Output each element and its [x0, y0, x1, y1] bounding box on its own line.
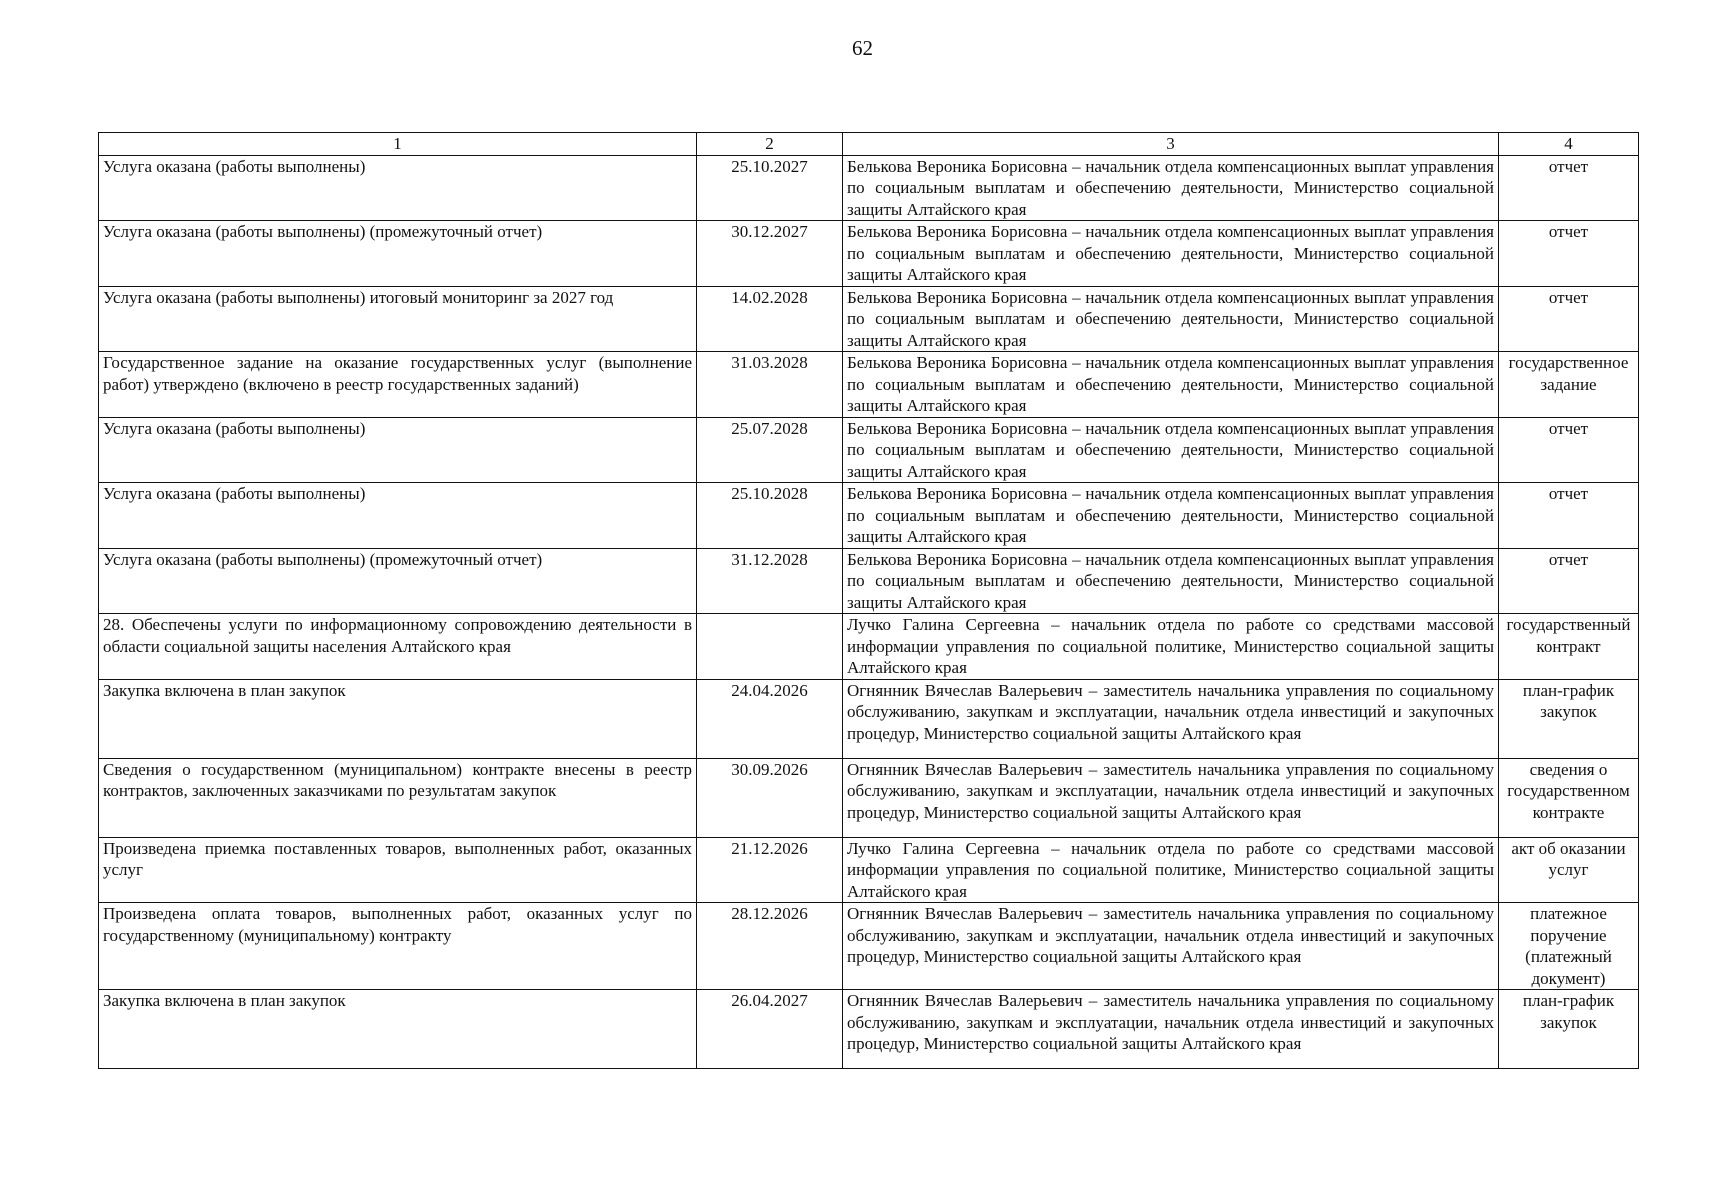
table-row: [99, 837, 1639, 903]
table-row: [99, 483, 1639, 549]
event-cell: Государственное задание на оказание государственных услуг (выполнение работ) утверждено (включено в реестр государственных заданий): [99, 352, 697, 418]
table-row: [99, 990, 1639, 1069]
event-cell: Услуга оказана (работы выполнены): [99, 483, 697, 549]
table-row: [99, 679, 1639, 758]
responsible-cell: Белькова Вероника Борисовна – начальник отдела компенсационных выплат управления по социальным выплатам и обеспечению деятельности, Министерство социальной защиты Алтайского края: [843, 221, 1499, 287]
date-cell: [697, 614, 843, 680]
column-header-1: 1: [99, 133, 697, 156]
table-row: [99, 221, 1639, 287]
document-cell: сведения о государственном контракте: [1499, 758, 1639, 837]
responsible-cell: Белькова Вероника Борисовна – начальник отдела компенсационных выплат управления по социальным выплатам и обеспечению деятельности, Министерство социальной защиты Алтайского края: [843, 352, 1499, 418]
document-cell: платежное поручение (платежный документ): [1499, 903, 1639, 990]
event-cell: Произведена оплата товаров, выполненных работ, оказанных услуг по государственному (муниципальному) контракту: [99, 903, 697, 990]
responsible-cell: Огнянник Вячеслав Валерьевич – заместитель начальника управления по социальному обслуживанию, закупкам и эксплуатации, начальник отдела инвестиций и закупочных процедур, Министерство социальной защиты Алтайского края: [843, 758, 1499, 837]
table-header: [99, 133, 1639, 156]
date-cell: 31.03.2028: [697, 352, 843, 418]
document-cell: государственное задание: [1499, 352, 1639, 418]
document-cell: отчет: [1499, 548, 1639, 614]
table-row: [99, 614, 1639, 680]
table-row: [99, 903, 1639, 990]
document-cell: отчет: [1499, 417, 1639, 483]
column-header-3: 3: [843, 133, 1499, 156]
responsible-cell: Белькова Вероника Борисовна – начальник отдела компенсационных выплат управления по социальным выплатам и обеспечению деятельности, Министерство социальной защиты Алтайского края: [843, 548, 1499, 614]
column-header-2: 2: [697, 133, 843, 156]
table-row: [99, 758, 1639, 837]
table-row: [99, 155, 1639, 221]
event-cell: Услуга оказана (работы выполнены) (промежуточный отчет): [99, 548, 697, 614]
event-cell: Произведена приемка поставленных товаров, выполненных работ, оказанных услуг: [99, 837, 697, 903]
date-cell: 30.09.2026: [697, 758, 843, 837]
table-row: [99, 286, 1639, 352]
event-cell: Сведения о государственном (муниципальном) контракте внесены в реестр контрактов, заключенных заказчиками по результатам закупок: [99, 758, 697, 837]
document-cell: отчет: [1499, 483, 1639, 549]
document-cell: план-график закупок: [1499, 679, 1639, 758]
responsible-cell: Белькова Вероника Борисовна – начальник отдела компенсационных выплат управления по социальным выплатам и обеспечению деятельности, Министерство социальной защиты Алтайского края: [843, 483, 1499, 549]
event-cell: Закупка включена в план закупок: [99, 990, 697, 1069]
date-cell: 25.07.2028: [697, 417, 843, 483]
responsible-cell: Белькова Вероника Борисовна – начальник отдела компенсационных выплат управления по социальным выплатам и обеспечению деятельности, Министерство социальной защиты Алтайского края: [843, 155, 1499, 221]
event-cell: Услуга оказана (работы выполнены): [99, 417, 697, 483]
responsible-cell: Белькова Вероника Борисовна – начальник отдела компенсационных выплат управления по социальным выплатам и обеспечению деятельности, Министерство социальной защиты Алтайского края: [843, 286, 1499, 352]
responsible-cell: Лучко Галина Сергеевна – начальник отдела по работе со средствами массовой информации управления по социальной политике, Министерство социальной защиты Алтайского края: [843, 614, 1499, 680]
document-cell: отчет: [1499, 286, 1639, 352]
event-cell: 28. Обеспечены услуги по информационному сопровождению деятельности в области социальной защиты населения Алтайского края: [99, 614, 697, 680]
table-row: [99, 417, 1639, 483]
document-cell: государственный контракт: [1499, 614, 1639, 680]
date-cell: 28.12.2026: [697, 903, 843, 990]
responsible-cell: Лучко Галина Сергеевна – начальник отдела по работе со средствами массовой информации управления по социальной политике, Министерство социальной защиты Алтайского края: [843, 837, 1499, 903]
responsible-cell: Огнянник Вячеслав Валерьевич – заместитель начальника управления по социальному обслуживанию, закупкам и эксплуатации, начальник отдела инвестиций и закупочных процедур, Министерство социальной защиты Алтайского края: [843, 679, 1499, 758]
document-cell: отчет: [1499, 155, 1639, 221]
date-cell: 14.02.2028: [697, 286, 843, 352]
header-row: [99, 133, 1639, 156]
table-row: [99, 548, 1639, 614]
responsible-cell: Огнянник Вячеслав Валерьевич – заместитель начальника управления по социальному обслуживанию, закупкам и эксплуатации, начальник отдела инвестиций и закупочных процедур, Министерство социальной защиты Алтайского края: [843, 903, 1499, 990]
date-cell: 31.12.2028: [697, 548, 843, 614]
date-cell: 24.04.2026: [697, 679, 843, 758]
date-cell: 21.12.2026: [697, 837, 843, 903]
date-cell: 30.12.2027: [697, 221, 843, 287]
document-cell: план-график закупок: [1499, 990, 1639, 1069]
responsible-cell: Огнянник Вячеслав Валерьевич – заместитель начальника управления по социальному обслуживанию, закупкам и эксплуатации, начальник отдела инвестиций и закупочных процедур, Министерство социальной защиты Алтайского края: [843, 990, 1499, 1069]
document-cell: акт об оказании услуг: [1499, 837, 1639, 903]
document-cell: отчет: [1499, 221, 1639, 287]
table-body: [99, 155, 1639, 1069]
event-cell: Услуга оказана (работы выполнены): [99, 155, 697, 221]
column-header-4: 4: [1499, 133, 1639, 156]
date-cell: 26.04.2027: [697, 990, 843, 1069]
date-cell: 25.10.2028: [697, 483, 843, 549]
table-row: [99, 352, 1639, 418]
event-cell: Услуга оказана (работы выполнены) итоговый мониторинг за 2027 год: [99, 286, 697, 352]
event-cell: Закупка включена в план закупок: [99, 679, 697, 758]
responsible-cell: Белькова Вероника Борисовна – начальник отдела компенсационных выплат управления по социальным выплатам и обеспечению деятельности, Министерство социальной защиты Алтайского края: [843, 417, 1499, 483]
date-cell: 25.10.2027: [697, 155, 843, 221]
page-number: 62: [852, 36, 873, 60]
event-cell: Услуга оказана (работы выполнены) (промежуточный отчет): [99, 221, 697, 287]
schedule-table: [98, 132, 1639, 1069]
